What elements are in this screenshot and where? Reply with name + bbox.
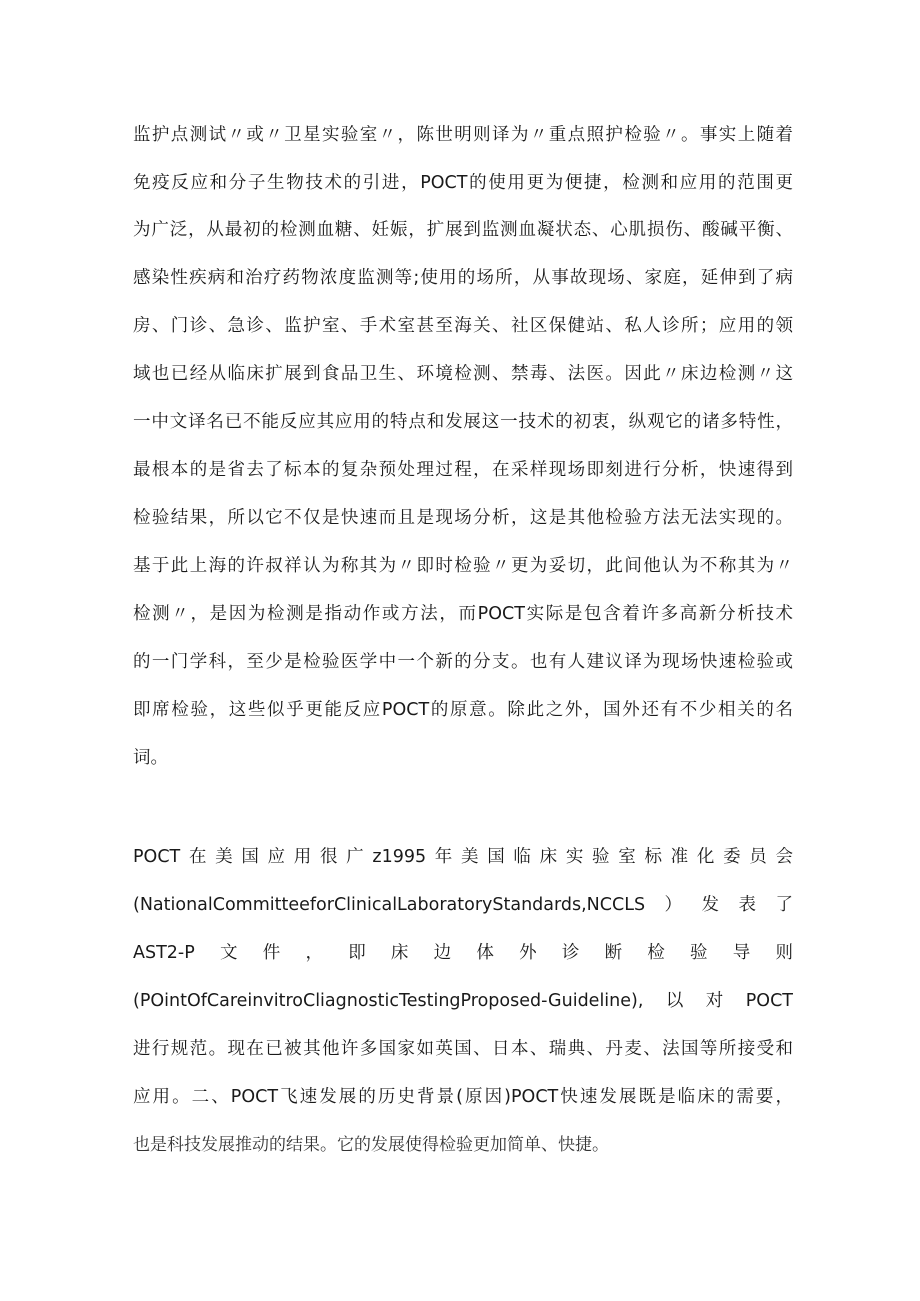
text-line: 也是科技发展推动的结果。它的发展使得检验更加简单、快捷。 [133,1135,609,1155]
text-line: (POintOfCareinvitroCliagnosticTestingProposed-Guideline),以对POCT [133,991,793,1011]
text-line: (NationalCommitteeforClinicalLaboratoryStandards,NCCLS）发表了 [133,895,793,915]
text-line: 应用。二、POCT飞速发展的历史背景(原因)POCT快速发展既是临床的需要， [133,1087,793,1107]
text-line: 感染性疾病和治疗药物浓度监测等;使用的场所，从事故现场、家庭，延伸到了病 [133,268,793,288]
text-line: 监护点测试〃或〃卫星实验室〃，陈世明则译为〃重点照护检验〃。事实上随着 [133,125,793,145]
text-line: 域也已经从临床扩展到食品卫生、环境检测、禁毒、法医。因此〃床边检测〃这 [133,364,793,384]
text-line: 为广泛，从最初的检测血糖、妊娠，扩展到监测血凝状态、心肌损伤、酸碱平衡、 [133,220,793,240]
text-line: 进行规范。现在已被其他许多国家如英国、日本、瑞典、丹麦、法国等所接受和 [133,1039,793,1059]
text-line: 基于此上海的许叔祥认为称其为〃即时检验〃更为妥切，此间他认为不称其为〃 [133,556,793,576]
text-line: 最根本的是省去了标本的复杂预处理过程，在采样现场即刻进行分析，快速得到 [133,460,793,480]
text-line: 的一门学科，至少是检验医学中一个新的分支。也有人建议译为现场快速检验或 [133,652,793,672]
text-line: 即席检验，这些似乎更能反应POCT的原意。除此之外，国外还有不少相关的名 [133,700,793,720]
text-line: 房、门诊、急诊、监护室、手术室甚至海关、社区保健站、私人诊所；应用的领 [133,316,793,336]
text-line: 一中文译名已不能反应其应用的特点和发展这一技术的初衷，纵观它的诸多特性， [133,412,793,432]
text-line: AST2-P文件，即床边体外诊断检验导则 [133,943,793,963]
text-line: 检测〃，是因为检测是指动作或方法，而POCT实际是包含着许多高新分析技术 [133,604,793,624]
text-line: 检验结果，所以它不仅是快速而且是现场分析，这是其他检验方法无法实现的。 [133,508,793,528]
text-line: 免疫反应和分子生物技术的引进，POCT的使用更为便捷，检测和应用的范围更 [133,173,793,193]
text-line: POCT在美国应用很广z1995年美国临床实验室标准化委员会 [133,847,793,867]
text-line: 词。 [133,748,168,768]
